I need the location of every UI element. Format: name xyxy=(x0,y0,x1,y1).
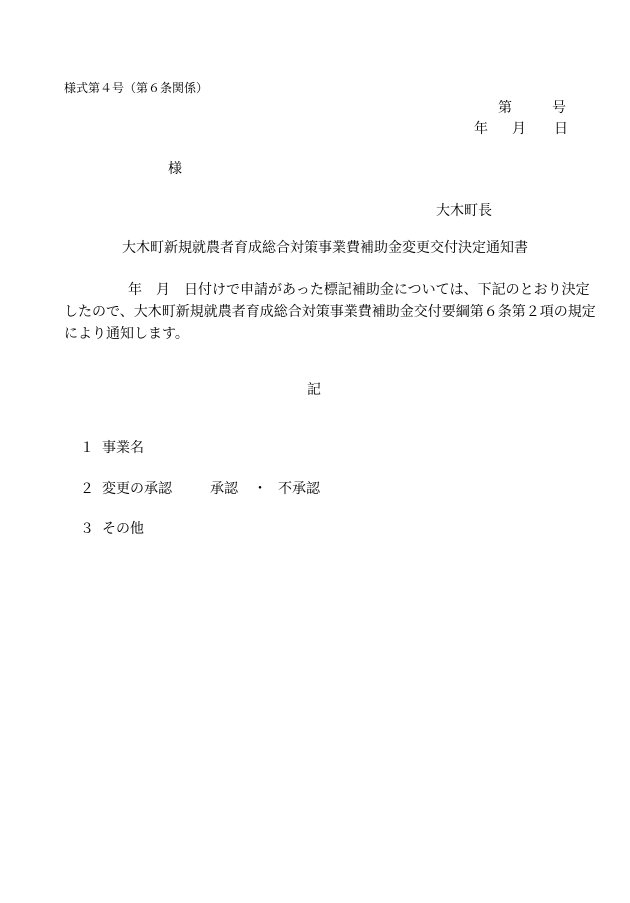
date-month: 月 xyxy=(512,121,526,137)
body-text xyxy=(64,279,596,345)
item-label: 変更の承認 xyxy=(102,481,172,497)
item-label: 事業名 xyxy=(102,440,144,456)
approve-option: 承認 xyxy=(210,481,238,497)
item-label: その他 xyxy=(102,521,144,537)
item-number: ３ xyxy=(80,521,94,537)
form-number: 様式第４号（第６条関係） xyxy=(64,81,209,95)
body-line-2: したので、大木町新規就農者育成総合対策事業費補助金交付要綱第６条第２項の規定 xyxy=(64,304,596,320)
body-line-3: により通知します。 xyxy=(64,326,189,342)
item-number: １ xyxy=(80,440,94,456)
reject-option: 不承認 xyxy=(278,481,320,497)
issue-date xyxy=(474,122,568,138)
ki-heading: 記 xyxy=(307,382,321,398)
addressee: 様 xyxy=(168,161,182,177)
body-line-1: 年 月 日付けで申請があった標記補助金については、下記のとおり決定 xyxy=(128,282,590,298)
document-number-suffix: 号 xyxy=(552,100,566,116)
date-day: 日 xyxy=(554,121,568,137)
issuer: 大木町長 xyxy=(436,203,492,219)
document-number-prefix: 第 xyxy=(498,100,512,116)
option-separator: ・ xyxy=(253,481,267,497)
document-title: 大木町新規就農者育成総合対策事業費補助金変更交付決定通知書 xyxy=(122,240,528,256)
date-year: 年 xyxy=(474,121,488,137)
item-number: ２ xyxy=(80,481,94,497)
